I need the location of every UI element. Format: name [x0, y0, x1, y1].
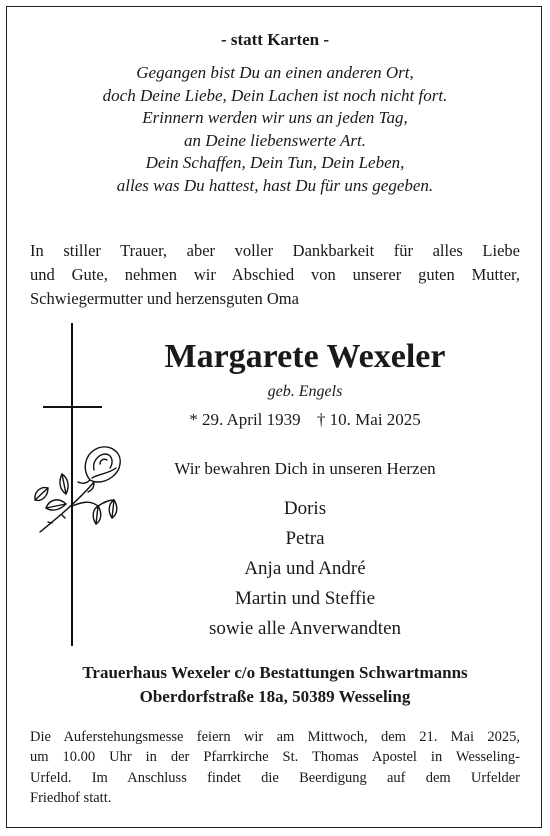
poem-line: Dein Schaffen, Dein Tun, Dein Leben,: [145, 153, 405, 173]
poem-line: Gegangen bist Du an einen anderen Ort,: [136, 63, 414, 82]
death-date: † 10. Mai 2025: [316, 410, 421, 429]
birth-name: geb. Engels: [267, 383, 343, 400]
house-line: Trauerhaus Wexeler c/o Bestattungen Schwartmanns: [82, 663, 468, 682]
house-line: Oberdorfstraße 18a, 50389 Wesseling: [139, 687, 411, 706]
rose-icon: [32, 440, 132, 540]
intro-line: und Gute, nehmen wir Abschied von unserer guten Mutter,: [30, 265, 520, 284]
intro-line: Schwiegermutter und herzensguten Oma: [30, 289, 299, 308]
family-member: Martin und Steffie: [234, 588, 375, 609]
service-line: Urfeld. Im Anschluss findet die Beerdigung auf dem Urfelder: [30, 769, 520, 786]
service-line: um 10.00 Uhr in der Pfarrkirche St. Thomas Apostel in Wesseling-: [30, 749, 520, 766]
service-line: Die Auferstehungsmesse feiern wir am Mittwoch, dem 21. Mai 2025,: [30, 729, 520, 745]
intro-line: In stiller Trauer, aber voller Dankbarkeit für alles Liebe: [30, 241, 520, 260]
poem-line: doch Deine Liebe, Dein Lachen ist noch nicht fort.: [102, 85, 448, 105]
poem-line: alles was Du hattest, hast Du für uns gegeben.: [116, 175, 434, 195]
poem: [0, 62, 550, 198]
family-list: [140, 494, 470, 644]
intro-text: [30, 239, 520, 311]
life-dates: [140, 410, 470, 430]
deceased-name: Margarete Wexeler: [164, 338, 446, 375]
cross-bar: [43, 406, 102, 408]
family-member: Petra: [285, 528, 325, 549]
poem-line: Erinnern werden wir uns an jeden Tag,: [142, 108, 408, 128]
family-member: sowie alle Anverwandten: [208, 618, 402, 639]
notice-header: - statt Karten -: [220, 30, 330, 49]
service-line: Friedhof statt.: [30, 789, 112, 806]
mourning-house: [0, 661, 550, 709]
poem-line: an Deine liebenswerte Art.: [184, 130, 366, 150]
motto: Wir bewahren Dich in unseren Herzen: [174, 459, 436, 478]
family-member: Doris: [283, 498, 327, 519]
family-member: Anja und André: [244, 558, 366, 579]
service-info: [30, 727, 520, 808]
birth-date: * 29. April 1939: [189, 410, 301, 429]
